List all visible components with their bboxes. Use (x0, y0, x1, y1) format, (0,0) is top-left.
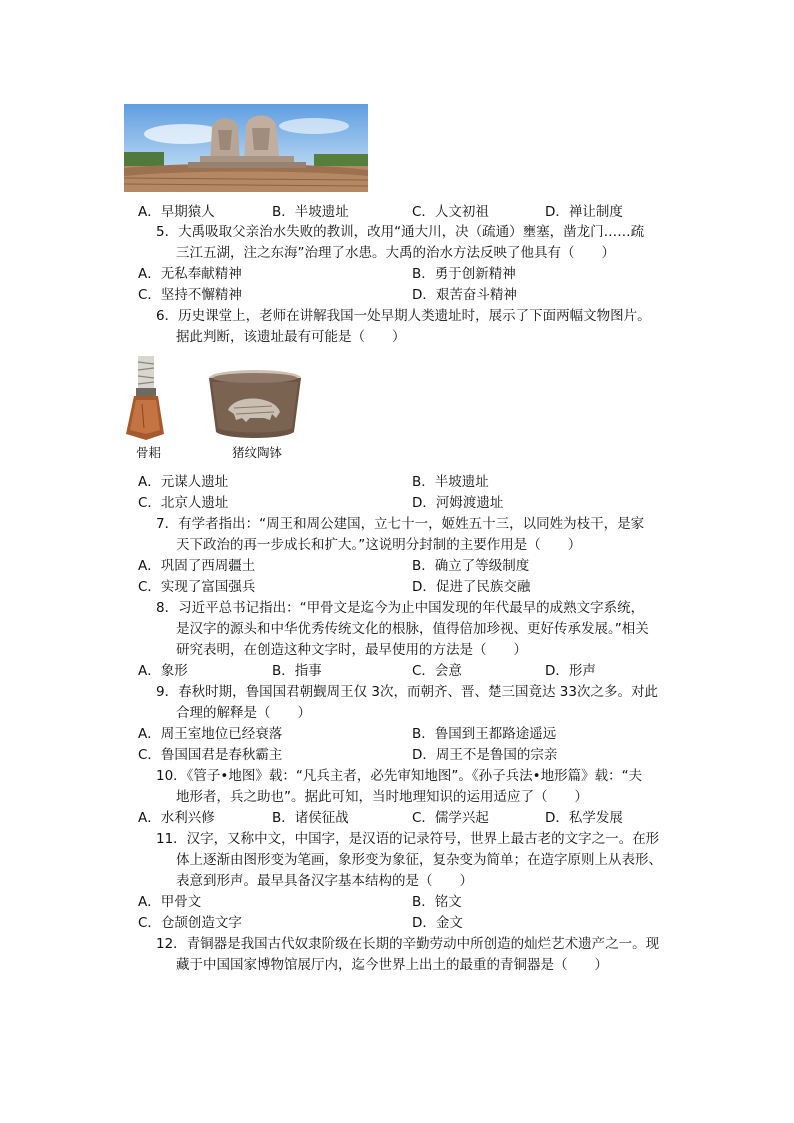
q6-option-b[interactable]: B．半坡遗址 (412, 474, 489, 490)
q11-stem-line3: 表意到形声。最早具备汉字基本结构的是（ ） (176, 873, 473, 889)
q10-option-d[interactable]: D．私学发展 (545, 810, 623, 826)
yan-huang-statue-photo (124, 104, 368, 192)
q6-option-d[interactable]: D．河姆渡遗址 (412, 495, 504, 511)
q10-stem-line2: 地形者，兵之助也”。据此可知，当时地理知识的运用适应了（ ） (176, 789, 588, 805)
q10-option-a[interactable]: A．水利兴修 (138, 810, 215, 826)
q9-stem-line2: 合理的解释是（ ） (176, 705, 311, 721)
q8-option-b[interactable]: B．指事 (272, 663, 322, 679)
q9-option-c[interactable]: C．鲁国国君是春秋霸主 (138, 747, 283, 763)
q6-stem-line2: 据此判断，该遗址最有可能是（ ） (176, 329, 406, 345)
q11-stem-line1: 11．汉字，又称中文，中国字，是汉语的记录符号，世界上最古老的文字之一。在形 (156, 831, 660, 847)
pig-pattern-pottery-photo (206, 366, 304, 442)
q12-stem-line2: 藏于中国国家博物馆展厅内，迄今世界上出土的最重的青铜器是（ ） (176, 957, 608, 973)
q8-stem-line2: 是汉字的源头和中华优秀传统文化的根脉，值得倍加珍视、更好传承发展。”相关 (176, 621, 649, 637)
q6-stem-line1: 6．历史课堂上，老师在讲解我国一处早期人类遗址时，展示了下面两幅文物图片。 (156, 308, 651, 324)
q5-option-d[interactable]: D．艰苦奋斗精神 (412, 287, 517, 303)
q9-option-a[interactable]: A．周王室地位已经衰落 (138, 726, 283, 742)
q8-stem-line1: 8．习近平总书记指出：“甲骨文是迄今为止中国发现的年代最早的成熟文字系统， (156, 600, 645, 616)
q9-option-d[interactable]: D．周王不是鲁国的宗亲 (412, 747, 558, 763)
q9-stem-line1: 9．春秋时期，鲁国国君朝觐周王仅 3次，而朝齐、晋、楚三国竟达 33次之多。对此 (156, 684, 658, 700)
q8-option-c[interactable]: C．会意 (412, 663, 462, 679)
q6-option-a[interactable]: A．元谋人遗址 (138, 474, 229, 490)
q10-stem-line1: 10．《管子•地图》载：“凡兵主者，必先审知地图”。《孙子兵法•地形篇》载：“夫 (156, 768, 643, 784)
bone-spade-caption: 骨耜 (136, 445, 162, 460)
q7-stem-line1: 7．有学者指出：“周王和周公建国，立七十一，姬姓五十三，以同姓为枝干，是家 (156, 516, 645, 532)
q5-option-a[interactable]: A．无私奉献精神 (138, 266, 242, 282)
q4-option-d[interactable]: D．禅让制度 (545, 204, 623, 220)
q10-option-c[interactable]: C．儒学兴起 (412, 810, 489, 826)
q12-stem-line1: 12．青铜器是我国古代奴隶阶级在长期的辛勤劳动中所创造的灿烂艺术遗产之一。现 (156, 936, 660, 952)
q7-option-c[interactable]: C．实现了富国强兵 (138, 579, 256, 595)
q7-stem-line2: 天下政治的再一步成长和扩大。”这说明分封制的主要作用是（ ） (176, 537, 582, 553)
q7-option-d[interactable]: D．促进了民族交融 (412, 579, 531, 595)
q5-option-c[interactable]: C．坚持不懈精神 (138, 287, 242, 303)
q11-option-a[interactable]: A．甲骨文 (138, 894, 202, 910)
q11-option-c[interactable]: C．仓颉创造文字 (138, 915, 242, 931)
q11-stem-line2: 体上逐渐由图形变为笔画，象形变为象征，复杂变为简单；在造字原则上从表形、 (176, 852, 662, 868)
bone-spade-photo (120, 354, 172, 440)
q7-option-b[interactable]: B．确立了等级制度 (412, 558, 530, 574)
q4-option-a[interactable]: A．早期猿人 (138, 204, 215, 220)
q5-option-b[interactable]: B．勇于创新精神 (412, 266, 516, 282)
q6-option-c[interactable]: C．北京人遗址 (138, 495, 229, 511)
q11-option-b[interactable]: B．铭文 (412, 894, 462, 910)
q8-stem-line3: 研究表明，在创造这种文字时，最早使用的方法是（ ） (176, 642, 527, 658)
q11-option-d[interactable]: D．金文 (412, 915, 463, 931)
q8-option-a[interactable]: A．象形 (138, 663, 188, 679)
q8-option-d[interactable]: D．形声 (545, 663, 596, 679)
q4-option-b[interactable]: B．半坡遗址 (272, 204, 349, 220)
q10-option-b[interactable]: B．诸侯征战 (272, 810, 349, 826)
q5-stem-line1: 5．大禹吸取父亲治水失败的教训，改用“通大川，决（疏通）壅塞，凿龙门……疏 (156, 224, 645, 240)
q9-option-b[interactable]: B．鲁国到王都路途遥远 (412, 726, 557, 742)
q5-stem-line2: 三江五湖，注之东海”治理了水患。大禹的治水方法反映了他具有（ ） (176, 245, 615, 261)
pottery-caption: 猪纹陶钵 (232, 445, 283, 460)
q4-option-c[interactable]: C．人文初祖 (412, 204, 489, 220)
q7-option-a[interactable]: A．巩固了西周疆土 (138, 558, 256, 574)
